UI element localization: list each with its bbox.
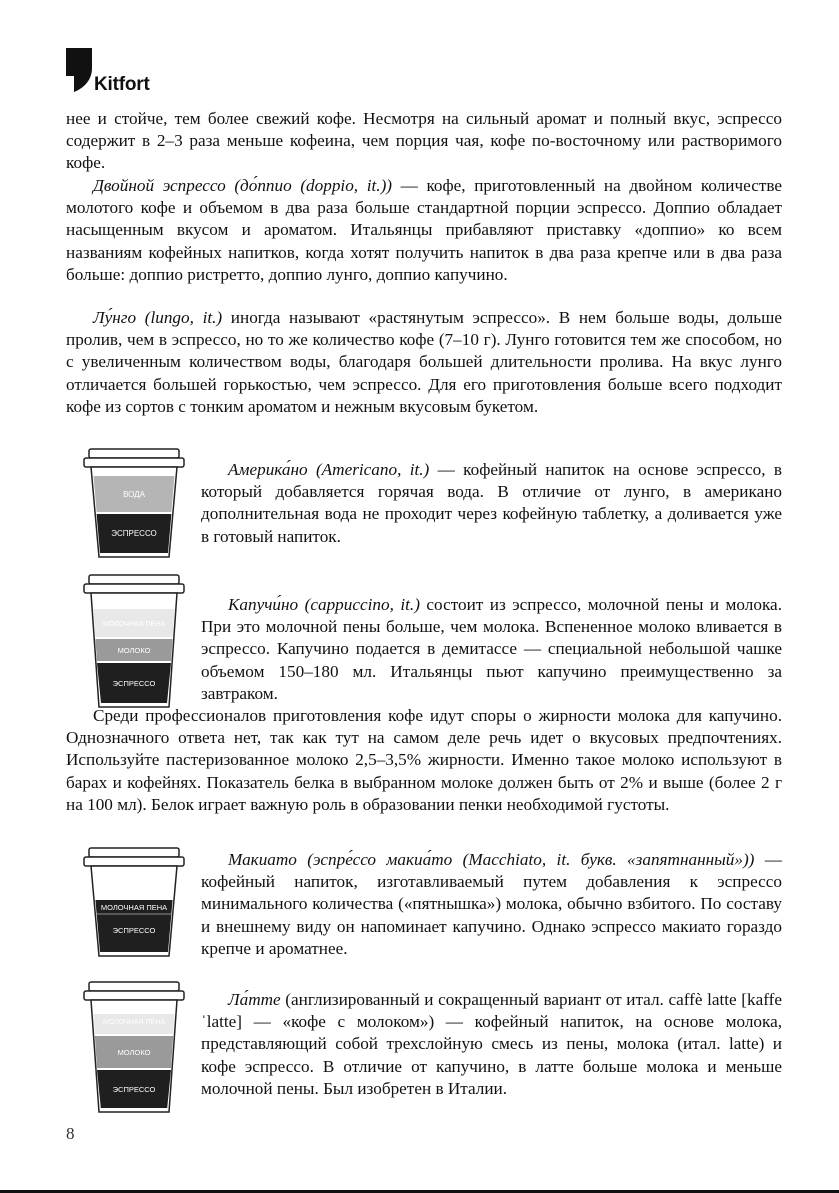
cappuccino-text: состоит из эспрессо, молочной пены и молока. При это молочной пены больше, чем молока. Вспененное молоко вливается в эспрессо. Капучино подается в демитассе — специальной небольшой чашке объемом 150–180 мл. Итальянцы пьют капучино преимущественно за завтраком. [201, 595, 782, 703]
cup-layer-label-espresso: ЭСПРЕССО [112, 1085, 156, 1094]
intro-paragraph: нее и стойче, тем более свежий кофе. Несмотря на сильный аромат и полный вкус, эспрессо содержит в 2–3 раза меньше кофеина, чем порция чая, кофе по-восточному или растворимого кофе. [66, 109, 782, 173]
doppio-paragraph [66, 175, 782, 286]
lungo-term: Лу́нго (lungo, it.) [93, 308, 223, 327]
americano-text: — кофейный напиток на основе эспрессо, в который добавляется горячая вода. В отличие от лунго, в американо дополнительная вода не проходит через кофейную таблетку, а доливается уже в готовый напиток. [201, 460, 782, 546]
milk-paragraph: Среди профессионалов приготовления кофе идут споры о жирности молока для капучино. Однозначного ответа нет, так как тут на самом деле речь идет о вкусовых предпочтениях. Используйте пастеризованное молоко 2,5–3,5% жирности. Именно такое молоко используют в барах и кофейнях. Показатель белка в выбранном молоке должен быть от 2% и выше (более 2 г на 100 мл). Белок играет важную роль в образовании пенки необходимой густоты. [66, 706, 782, 814]
doppio-term: Двойной эспрессо (до́ппио (doppio, it.)) [93, 176, 393, 195]
cappuccino-term: Капучи́но (cappuccino, it.) [228, 595, 420, 614]
americano-cup-illustration [83, 447, 185, 559]
cup-layer-label-espresso: ЭСПРЕССО [112, 679, 156, 688]
lungo-paragraph [66, 307, 782, 418]
macchiato-cup-illustration [83, 846, 185, 958]
cup-layer-label-milk: МОЛОКО [117, 646, 151, 655]
brand-logo [66, 48, 186, 98]
kitfort-logo-icon [66, 48, 92, 92]
cup-layer-label-water: ВОДА [123, 490, 145, 499]
page-number: 8 [66, 1124, 75, 1143]
latte-paragraph [201, 989, 782, 1100]
cappuccino-cup-illustration [83, 573, 185, 709]
macchiato-text: — кофейный напиток, изготавливаемый путем добавления к эспрессо минимального количества («пятнышка») молока, обычно взбитого. По составу и внешнему виду он напоминает капучино. Однако эспрессо макиато гораздо крепче и ароматнее. [201, 850, 782, 958]
latte-cup-illustration [83, 980, 185, 1114]
americano-paragraph [201, 459, 782, 548]
macchiato-paragraph [201, 849, 782, 960]
lungo-text: иногда называют «растянутым эспрессо». В нем больше воды, дольше пролив, чем в эспрессо, но то же количество кофе (7–10 г). Лунго готовится тем же способом, но с увеличенным количеством воды, благодаря большей длительности пролива. На вкус лунго отличается большей горькостью, чем эспрессо. Для его приготовления больше всего подходит кофе из сортов с тонким ароматом и нежным вкусовым букетом. [66, 308, 782, 416]
doppio-text: — кофе, приготовленный на двойном количестве молотого кофе и объемом в два раза больше стандартной порции эспрессо. Доппио обладает насыщенным вкусом и ароматом. Итальянцы прибавляют приставку «доппио» ко всем названиям кофейных напитков, когда хотят получить напиток в два раза крепче или в два раза больше: доппио ристретто, доппио лунго, доппио капучино. [66, 176, 782, 284]
latte-text: (англизированный и сокращенный вариант от итал. caffè latte [kaffeˈlatte] — «кофе с молоком») — кофейный напиток, на основе молока, представляющий собой трехслойную смесь из пены, молока (итал. latte) и кофе эспрессо. В отличие от капучино, в латте больше молока и меньше молочной пены. Был изобретен в Италии. [201, 990, 782, 1098]
cup-layer-label-foam: МОЛОЧНАЯ ПЕНА [100, 903, 168, 912]
americano-term: Америка́но (Americano, it.) [228, 460, 430, 479]
latte-term: Ла́тте [228, 990, 281, 1009]
cup-layer-label-foam: МОЛОЧНАЯ ПЕНА [103, 621, 165, 628]
cappuccino-paragraph [201, 594, 782, 705]
cup-layer-label-foam: МОЛОЧНАЯ ПЕНА [103, 1019, 165, 1026]
macchiato-term: Макиато (эспре́ссо макиа́то (Macchiato, it. букв. «запятнанный»)) [228, 850, 755, 869]
brand-name: Kitfort [94, 74, 150, 95]
cup-layer-label-espresso: ЭСПРЕССО [111, 529, 157, 538]
cup-layer-label-espresso: ЭСПРЕССО [112, 926, 156, 935]
cup-layer-label-milk: МОЛОКО [117, 1048, 151, 1057]
